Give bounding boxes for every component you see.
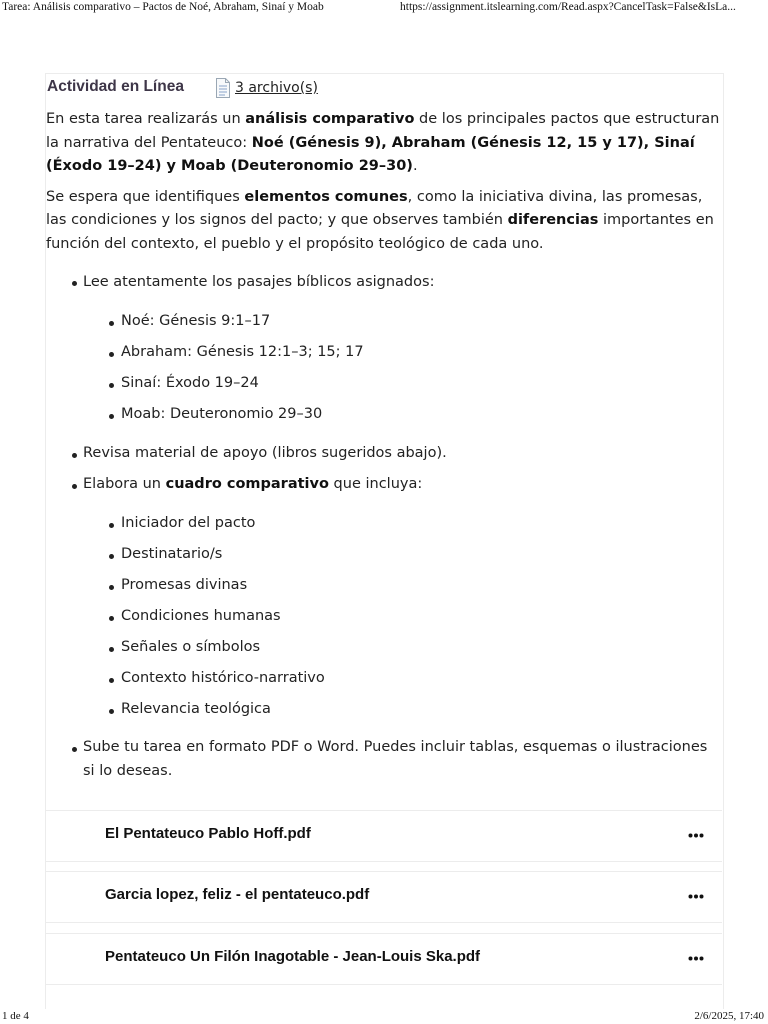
bullet — [109, 414, 114, 419]
assignment-description — [46, 108, 722, 263]
list-item-passage: Abraham: Génesis 12:1–3; 15; 17 — [121, 344, 364, 360]
activity-header — [46, 76, 723, 100]
file-row[interactable] — [46, 810, 722, 862]
list-item-passage: Sinaí: Éxodo 19–24 — [121, 375, 259, 391]
print-url: https://assignment.itslearning.com/Read.aspx?CancelTask=False&IsLa... — [400, 1, 736, 13]
list-item: Elabora un cuadro comparativo que incluya: — [83, 476, 423, 492]
print-footer — [0, 1010, 768, 1024]
list-item-criterion: Iniciador del pacto — [121, 515, 256, 531]
page-number: 1 de 4 — [2, 1010, 29, 1022]
more-options-icon[interactable] — [688, 833, 704, 838]
bullet — [109, 352, 114, 357]
bullet — [72, 747, 77, 752]
bullet — [109, 616, 114, 621]
file-name[interactable]: Garcia lopez, feliz - el pentateuco.pdf — [105, 886, 370, 903]
bullet — [109, 523, 114, 528]
bullet — [109, 709, 114, 714]
more-options-icon[interactable] — [688, 956, 704, 961]
activity-title: Actividad en Línea — [47, 78, 184, 95]
bullet — [72, 281, 77, 286]
list-item-criterion: Destinatario/s — [121, 546, 223, 562]
files-count-label: 3 archivo(s) — [235, 80, 318, 96]
list-item-criterion: Relevancia teológica — [121, 701, 271, 717]
list-item-passage: Moab: Deuteronomio 29–30 — [121, 406, 323, 422]
file-row[interactable] — [46, 871, 722, 923]
file-row[interactable] — [46, 933, 722, 985]
list-item-passage: Noé: Génesis 9:1–17 — [121, 313, 271, 329]
document-icon — [215, 78, 231, 98]
bullet — [109, 678, 114, 683]
file-name[interactable]: El Pentateuco Pablo Hoff.pdf — [105, 825, 311, 842]
intro-paragraph-2: Se espera que identifiques elementos comunes, como la iniciativa divina, las promesas, las condiciones y los signos del pacto; y que observes también diferencias importantes en función del contexto, el pueblo y el propósito teológico de cada uno. — [46, 188, 714, 252]
file-name[interactable]: Pentateuco Un Filón Inagotable - Jean-Louis Ska.pdf — [105, 948, 481, 965]
print-title: Tarea: Análisis comparativo – Pactos de Noé, Abraham, Sinaí y Moab — [2, 1, 324, 13]
list-item-criterion: Promesas divinas — [121, 577, 248, 593]
bullet — [109, 647, 114, 652]
bullet — [109, 554, 114, 559]
print-header — [0, 0, 768, 18]
list-item-continuation: si lo deseas. — [83, 763, 173, 779]
list-item-criterion: Señales o símbolos — [121, 639, 261, 655]
bullet — [72, 453, 77, 458]
list-item: Lee atentamente los pasajes bíblicos asignados: — [83, 274, 435, 290]
list-item-criterion: Contexto histórico-narrativo — [121, 670, 325, 686]
more-options-icon[interactable] — [688, 894, 704, 899]
bullet — [72, 484, 77, 489]
bullet — [109, 321, 114, 326]
files-link[interactable] — [215, 78, 318, 98]
print-datetime: 2/6/2025, 17:40 — [694, 1010, 764, 1022]
assignment-card — [45, 73, 724, 1009]
bullet — [109, 383, 114, 388]
list-item-criterion: Condiciones humanas — [121, 608, 281, 624]
intro-paragraph-1: En esta tarea realizarás un análisis comparativo de los principales pactos que estructuran la narrativa del Pentateuco: Noé (Génesis 9), Abraham (Génesis 12, 15 y 17), Sinaí (Éxodo 19–24) y Moab (Deuteronomio 29–30). — [46, 111, 720, 174]
bullet — [109, 585, 114, 590]
list-item: Revisa material de apoyo (libros sugeridos abajo). — [83, 445, 447, 461]
list-item: Sube tu tarea en formato PDF o Word. Puedes incluir tablas, esquemas o ilustraciones — [83, 739, 708, 755]
